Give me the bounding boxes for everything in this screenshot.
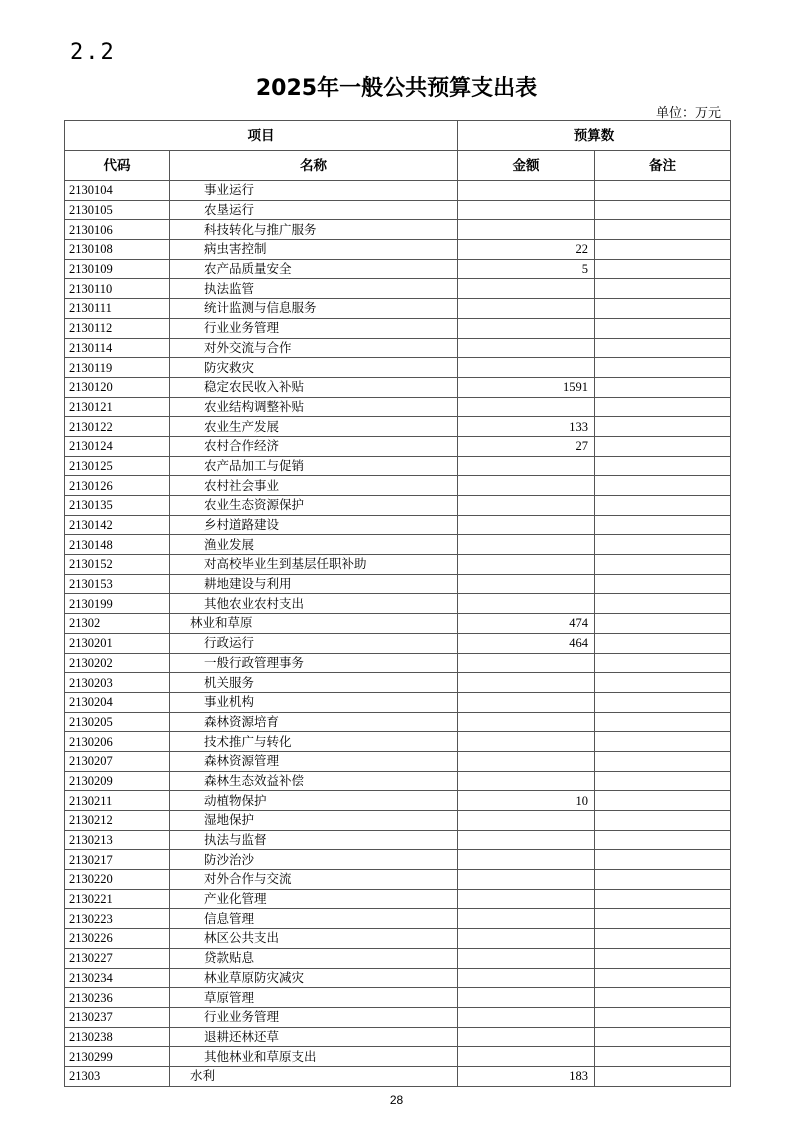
remark-cell	[595, 318, 731, 338]
header-budget: 预算数	[458, 121, 731, 151]
name-cell: 稳定农民收入补贴	[170, 377, 458, 397]
name-cell: 技术推广与转化	[170, 732, 458, 752]
code-cell: 2130227	[65, 948, 170, 968]
code-cell: 2130119	[65, 358, 170, 378]
table-row	[65, 732, 731, 752]
code-cell: 2130126	[65, 476, 170, 496]
name-cell: 其他农业农村支出	[170, 594, 458, 614]
remark-cell	[595, 594, 731, 614]
table-row	[65, 909, 731, 929]
budget-table	[64, 120, 731, 1087]
code-cell: 2130236	[65, 988, 170, 1008]
remark-cell	[595, 279, 731, 299]
code-cell: 2130112	[65, 318, 170, 338]
table-row	[65, 633, 731, 653]
code-cell: 2130213	[65, 830, 170, 850]
table-row	[65, 850, 731, 870]
remark-cell	[595, 751, 731, 771]
code-cell: 2130106	[65, 220, 170, 240]
table-row	[65, 240, 731, 260]
code-cell: 2130207	[65, 751, 170, 771]
name-cell: 事业运行	[170, 181, 458, 201]
remark-cell	[595, 732, 731, 752]
amount-cell	[458, 299, 595, 319]
code-cell: 2130124	[65, 436, 170, 456]
remark-cell	[595, 811, 731, 831]
remark-cell	[595, 830, 731, 850]
name-cell: 事业机构	[170, 692, 458, 712]
table-row	[65, 358, 731, 378]
table-row	[65, 259, 731, 279]
table-row	[65, 318, 731, 338]
table-row	[65, 200, 731, 220]
table-row	[65, 397, 731, 417]
name-cell: 农产品加工与促销	[170, 456, 458, 476]
code-cell: 21303	[65, 1066, 170, 1086]
code-cell: 2130202	[65, 653, 170, 673]
name-cell: 林业草原防灾减灾	[170, 968, 458, 988]
code-cell: 2130201	[65, 633, 170, 653]
name-cell: 农村社会事业	[170, 476, 458, 496]
name-cell: 水利	[170, 1066, 458, 1086]
remark-cell	[595, 633, 731, 653]
amount-cell: 10	[458, 791, 595, 811]
code-cell: 2130299	[65, 1047, 170, 1067]
name-cell: 防沙治沙	[170, 850, 458, 870]
remark-cell	[595, 771, 731, 791]
amount-cell	[458, 594, 595, 614]
code-cell: 2130111	[65, 299, 170, 319]
remark-cell	[595, 496, 731, 516]
table-row	[65, 417, 731, 437]
remark-cell	[595, 535, 731, 555]
amount-cell	[458, 338, 595, 358]
amount-cell	[458, 200, 595, 220]
name-cell: 机关服务	[170, 673, 458, 693]
table-row	[65, 830, 731, 850]
remark-cell	[595, 889, 731, 909]
remark-cell	[595, 1066, 731, 1086]
name-cell: 林区公共支出	[170, 929, 458, 949]
name-cell: 耕地建设与利用	[170, 574, 458, 594]
table-row	[65, 299, 731, 319]
amount-cell	[458, 279, 595, 299]
amount-cell	[458, 929, 595, 949]
name-cell: 一般行政管理事务	[170, 653, 458, 673]
table-row	[65, 929, 731, 949]
remark-cell	[595, 220, 731, 240]
amount-cell	[458, 968, 595, 988]
table-row	[65, 791, 731, 811]
name-cell: 对高校毕业生到基层任职补助	[170, 555, 458, 575]
code-cell: 2130223	[65, 909, 170, 929]
table-row	[65, 751, 731, 771]
remark-cell	[595, 476, 731, 496]
code-cell: 2130153	[65, 574, 170, 594]
page-title: 2025年一般公共预算支出表	[255, 76, 538, 101]
name-cell: 其他林业和草原支出	[170, 1047, 458, 1067]
code-cell: 2130221	[65, 889, 170, 909]
amount-cell	[458, 889, 595, 909]
remark-cell	[595, 299, 731, 319]
code-cell: 2130122	[65, 417, 170, 437]
page-number: 28	[389, 1093, 404, 1107]
table-row	[65, 614, 731, 634]
code-cell: 2130211	[65, 791, 170, 811]
code-cell: 2130152	[65, 555, 170, 575]
remark-cell	[595, 653, 731, 673]
table-row	[65, 456, 731, 476]
amount-cell	[458, 555, 595, 575]
remark-cell	[595, 338, 731, 358]
amount-cell: 27	[458, 436, 595, 456]
name-cell: 退耕还林还草	[170, 1027, 458, 1047]
table-row	[65, 594, 731, 614]
amount-cell	[458, 692, 595, 712]
code-cell: 2130238	[65, 1027, 170, 1047]
remark-cell	[595, 358, 731, 378]
remark-cell	[595, 240, 731, 260]
name-cell: 贷款贴息	[170, 948, 458, 968]
amount-cell: 133	[458, 417, 595, 437]
table-row	[65, 771, 731, 791]
remark-cell	[595, 456, 731, 476]
table-row	[65, 220, 731, 240]
table-row	[65, 653, 731, 673]
table-row	[65, 870, 731, 890]
code-cell: 2130226	[65, 929, 170, 949]
amount-cell	[458, 535, 595, 555]
code-cell: 2130203	[65, 673, 170, 693]
code-cell: 21302	[65, 614, 170, 634]
amount-cell	[458, 948, 595, 968]
name-cell: 渔业发展	[170, 535, 458, 555]
code-cell: 2130205	[65, 712, 170, 732]
code-cell: 2130234	[65, 968, 170, 988]
amount-cell	[458, 830, 595, 850]
code-cell: 2130121	[65, 397, 170, 417]
remark-cell	[595, 968, 731, 988]
name-cell: 林业和草原	[170, 614, 458, 634]
code-cell: 2130109	[65, 259, 170, 279]
name-cell: 防灾救灾	[170, 358, 458, 378]
remark-cell	[595, 948, 731, 968]
remark-cell	[595, 417, 731, 437]
table-row	[65, 436, 731, 456]
amount-cell	[458, 732, 595, 752]
name-cell: 农垦运行	[170, 200, 458, 220]
amount-cell	[458, 988, 595, 1008]
remark-cell	[595, 1007, 731, 1027]
name-cell: 农村合作经济	[170, 436, 458, 456]
amount-cell	[458, 358, 595, 378]
table-row	[65, 279, 731, 299]
header-name: 名称	[170, 151, 458, 181]
name-cell: 森林资源培育	[170, 712, 458, 732]
amount-cell	[458, 1007, 595, 1027]
name-cell: 森林资源管理	[170, 751, 458, 771]
code-cell: 2130135	[65, 496, 170, 516]
code-cell: 2130142	[65, 515, 170, 535]
amount-cell	[458, 653, 595, 673]
amount-cell	[458, 712, 595, 732]
name-cell: 草原管理	[170, 988, 458, 1008]
amount-cell	[458, 1027, 595, 1047]
name-cell: 行业业务管理	[170, 1007, 458, 1027]
name-cell: 统计监测与信息服务	[170, 299, 458, 319]
table-row	[65, 712, 731, 732]
remark-cell	[595, 515, 731, 535]
amount-cell	[458, 496, 595, 516]
header-item: 项目	[65, 121, 458, 151]
table-row	[65, 515, 731, 535]
remark-cell	[595, 259, 731, 279]
header-amount: 金额	[458, 151, 595, 181]
amount-cell: 464	[458, 633, 595, 653]
remark-cell	[595, 692, 731, 712]
table-row	[65, 692, 731, 712]
code-cell: 2130199	[65, 594, 170, 614]
name-cell: 行业业务管理	[170, 318, 458, 338]
remark-cell	[595, 870, 731, 890]
table-row	[65, 476, 731, 496]
amount-cell	[458, 456, 595, 476]
section-number: 2.2	[70, 40, 116, 65]
remark-cell	[595, 850, 731, 870]
name-cell: 乡村道路建设	[170, 515, 458, 535]
code-cell: 2130220	[65, 870, 170, 890]
remark-cell	[595, 988, 731, 1008]
name-cell: 森林生态效益补偿	[170, 771, 458, 791]
name-cell: 执法与监督	[170, 830, 458, 850]
table-row	[65, 496, 731, 516]
remark-cell	[595, 377, 731, 397]
table-row	[65, 811, 731, 831]
table-row	[65, 1027, 731, 1047]
code-cell: 2130114	[65, 338, 170, 358]
table-row	[65, 338, 731, 358]
name-cell: 科技转化与推广服务	[170, 220, 458, 240]
code-cell: 2130212	[65, 811, 170, 831]
remark-cell	[595, 1047, 731, 1067]
amount-cell	[458, 1047, 595, 1067]
code-cell: 2130110	[65, 279, 170, 299]
name-cell: 农产品质量安全	[170, 259, 458, 279]
table-row	[65, 673, 731, 693]
unit-label: 单位：万元	[655, 106, 721, 121]
amount-cell	[458, 850, 595, 870]
code-cell: 2130209	[65, 771, 170, 791]
table-row	[65, 1066, 731, 1086]
remark-cell	[595, 673, 731, 693]
remark-cell	[595, 909, 731, 929]
table-row	[65, 535, 731, 555]
amount-cell	[458, 476, 595, 496]
code-cell: 2130206	[65, 732, 170, 752]
remark-cell	[595, 181, 731, 201]
name-cell: 执法监管	[170, 279, 458, 299]
table-row	[65, 1007, 731, 1027]
amount-cell: 5	[458, 259, 595, 279]
name-cell: 行政运行	[170, 633, 458, 653]
amount-cell	[458, 397, 595, 417]
amount-cell	[458, 181, 595, 201]
amount-cell: 474	[458, 614, 595, 634]
remark-cell	[595, 614, 731, 634]
header-code: 代码	[65, 151, 170, 181]
amount-cell	[458, 220, 595, 240]
name-cell: 对外合作与交流	[170, 870, 458, 890]
remark-cell	[595, 791, 731, 811]
amount-cell: 1591	[458, 377, 595, 397]
amount-cell	[458, 515, 595, 535]
code-cell: 2130104	[65, 181, 170, 201]
name-cell: 产业化管理	[170, 889, 458, 909]
table-body	[65, 181, 731, 1087]
remark-cell	[595, 555, 731, 575]
name-cell: 农业生态资源保护	[170, 496, 458, 516]
amount-cell	[458, 318, 595, 338]
amount-cell	[458, 751, 595, 771]
table-row	[65, 948, 731, 968]
remark-cell	[595, 712, 731, 732]
code-cell: 2130105	[65, 200, 170, 220]
name-cell: 农业生产发展	[170, 417, 458, 437]
code-cell: 2130125	[65, 456, 170, 476]
name-cell: 动植物保护	[170, 791, 458, 811]
header-row-bottom	[65, 151, 731, 181]
table-row	[65, 574, 731, 594]
remark-cell	[595, 574, 731, 594]
remark-cell	[595, 436, 731, 456]
amount-cell	[458, 673, 595, 693]
header-row-top	[65, 121, 731, 151]
code-cell: 2130204	[65, 692, 170, 712]
amount-cell	[458, 771, 595, 791]
name-cell: 湿地保护	[170, 811, 458, 831]
code-cell: 2130108	[65, 240, 170, 260]
amount-cell	[458, 870, 595, 890]
remark-cell	[595, 929, 731, 949]
table-row	[65, 968, 731, 988]
amount-cell: 183	[458, 1066, 595, 1086]
code-cell: 2130217	[65, 850, 170, 870]
amount-cell	[458, 811, 595, 831]
amount-cell: 22	[458, 240, 595, 260]
remark-cell	[595, 1027, 731, 1047]
remark-cell	[595, 397, 731, 417]
header-remark: 备注	[595, 151, 731, 181]
amount-cell	[458, 574, 595, 594]
amount-cell	[458, 909, 595, 929]
name-cell: 农业结构调整补贴	[170, 397, 458, 417]
name-cell: 病虫害控制	[170, 240, 458, 260]
table-row	[65, 1047, 731, 1067]
table-row	[65, 988, 731, 1008]
table-row	[65, 377, 731, 397]
name-cell: 对外交流与合作	[170, 338, 458, 358]
table-row	[65, 889, 731, 909]
code-cell: 2130120	[65, 377, 170, 397]
code-cell: 2130237	[65, 1007, 170, 1027]
remark-cell	[595, 200, 731, 220]
table-row	[65, 181, 731, 201]
table-row	[65, 555, 731, 575]
name-cell: 信息管理	[170, 909, 458, 929]
code-cell: 2130148	[65, 535, 170, 555]
